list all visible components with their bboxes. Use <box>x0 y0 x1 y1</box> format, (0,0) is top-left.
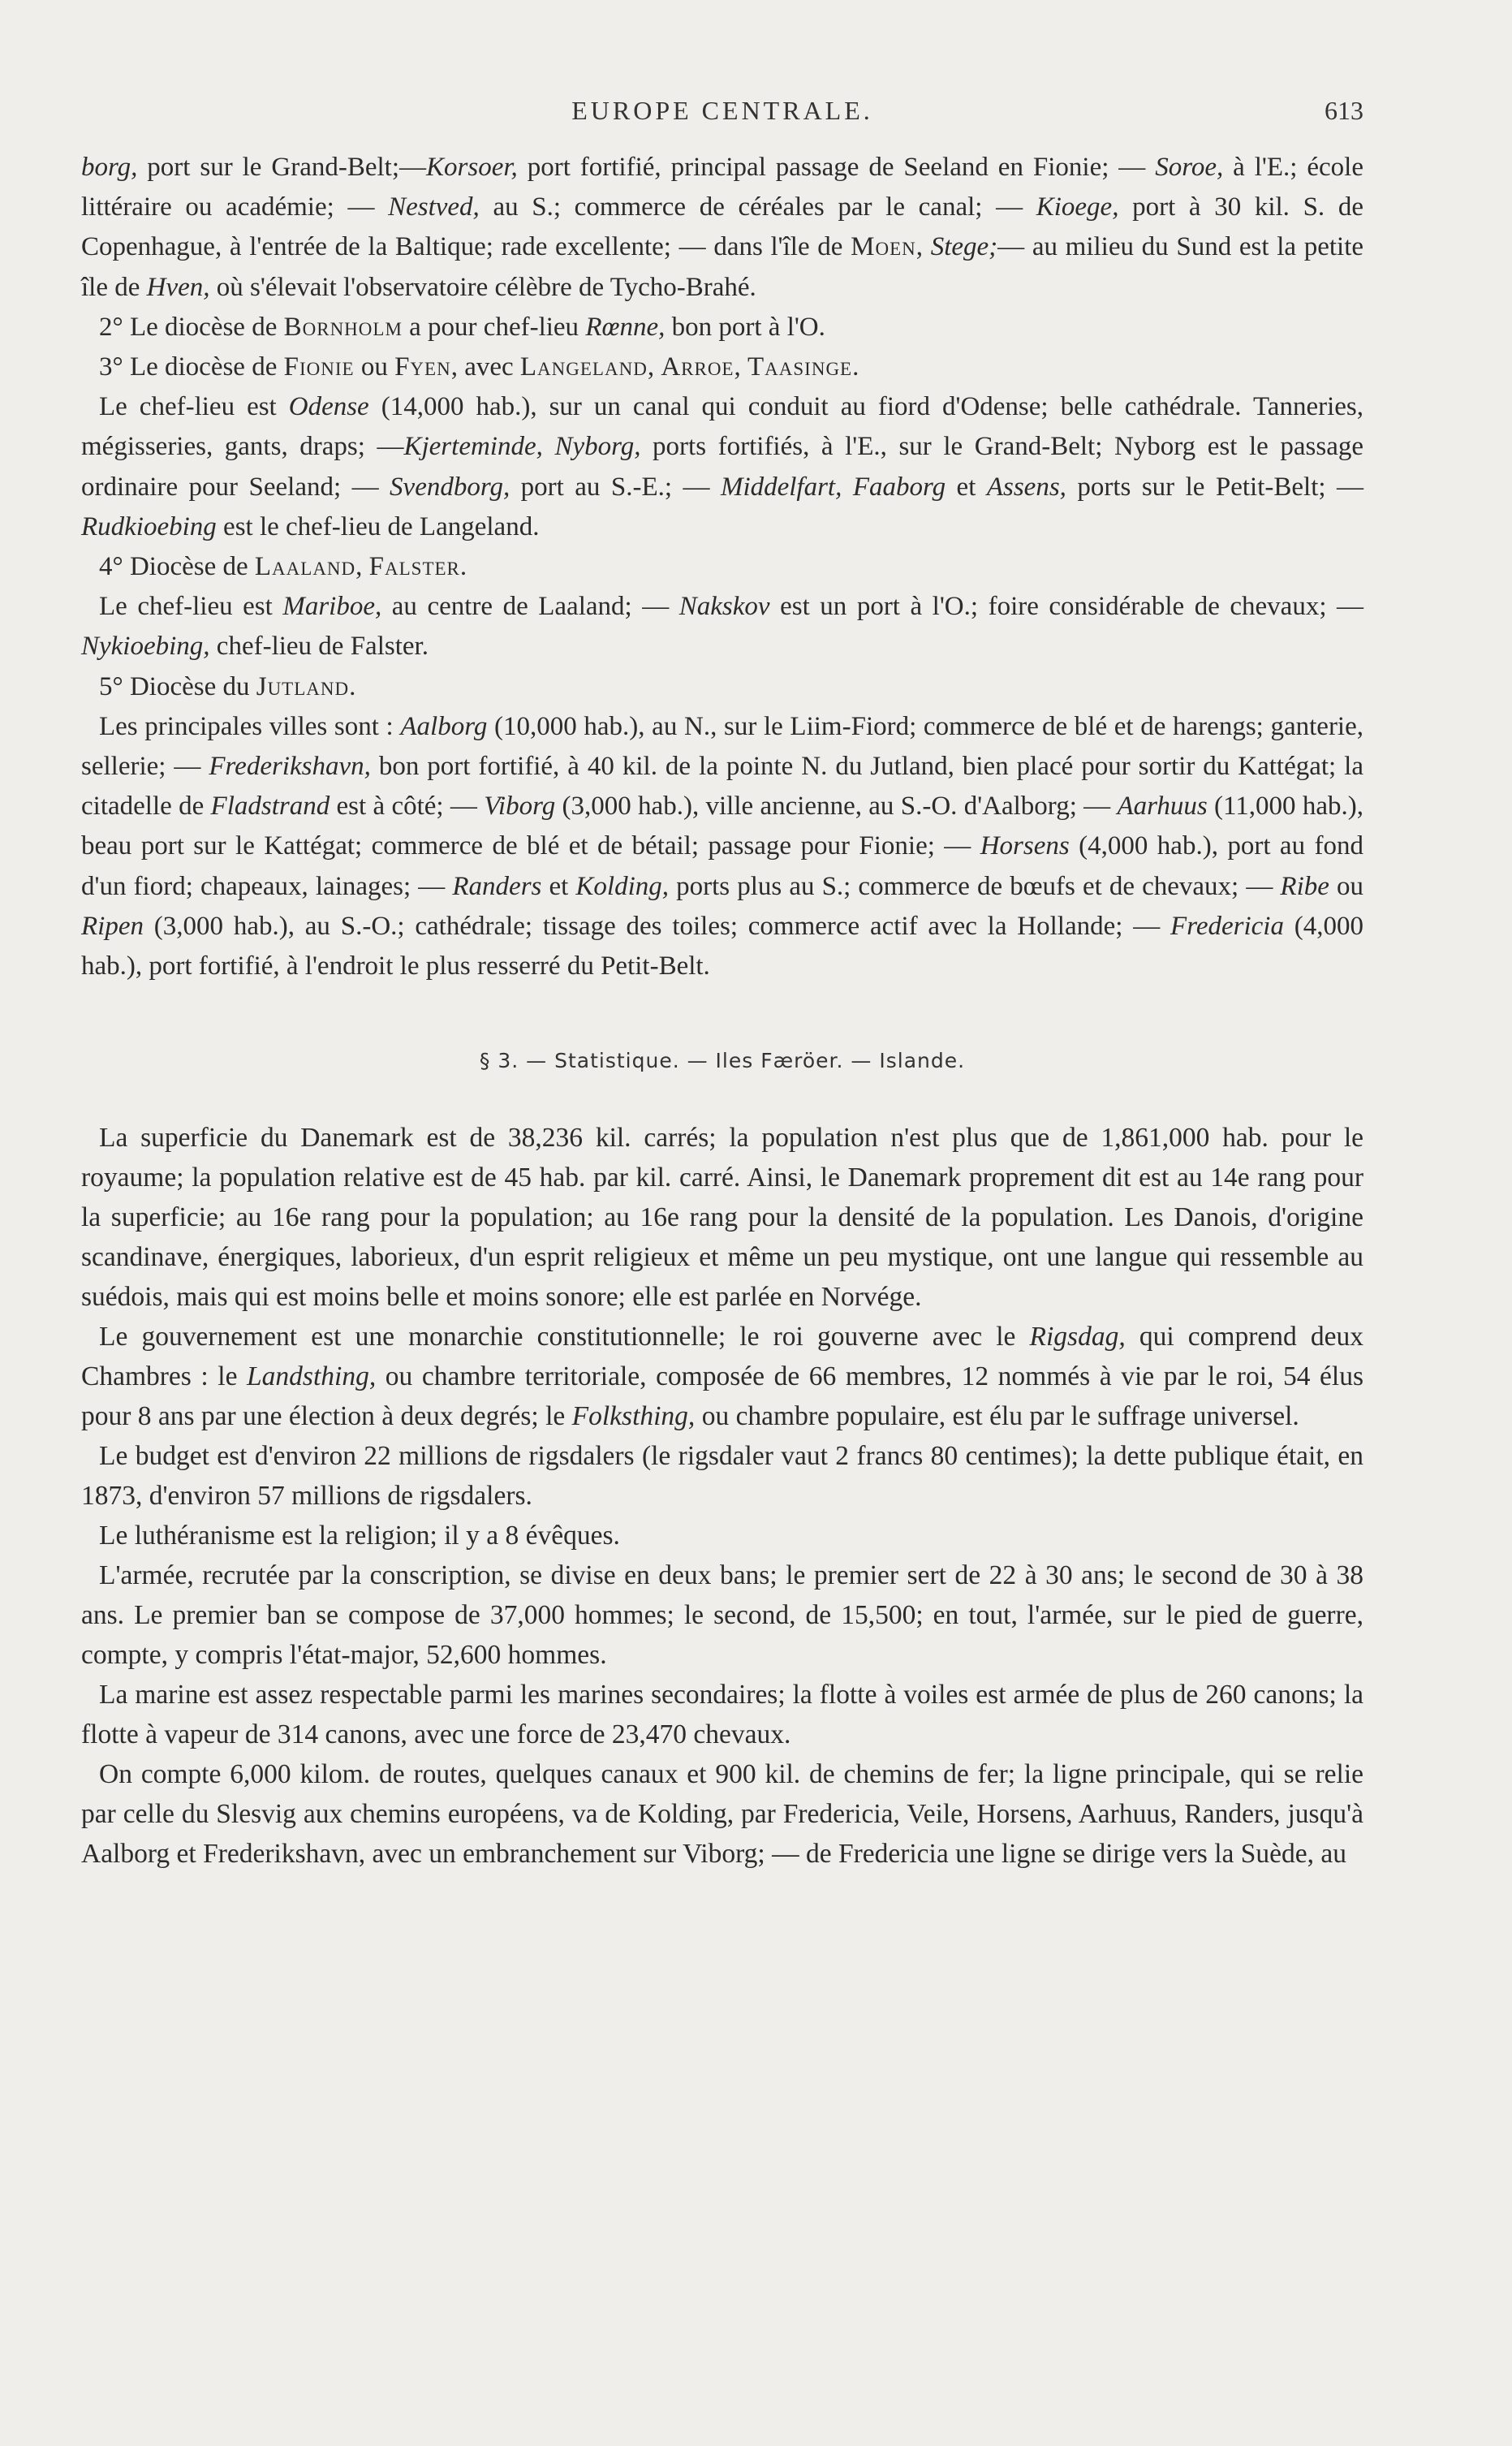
region-name: Langeland <box>519 352 648 382</box>
text-run: qui comprend deux Chambres : le <box>81 1322 1363 1392</box>
text-run: (11,000 hab.), beau port sur le Kattégat; commerce de blé et de bétail; passage pour Fionie; — <box>81 792 1363 861</box>
region-name: Fyen <box>394 352 451 382</box>
place-name: Kioege, <box>1036 192 1119 222</box>
place-name: borg, <box>81 153 138 182</box>
text-run: (4,000 hab.), port fortifié, à l'endroit le plus resserré du Petit-Belt. <box>81 911 1363 981</box>
text-run <box>543 432 555 461</box>
text-run: où s'élevait l'observatoire célèbre de Tycho-Brahé. <box>209 272 756 302</box>
place-name: Kjerteminde, <box>403 432 543 462</box>
text-run: a pour chef-lieu <box>402 312 586 342</box>
text-run: et <box>541 871 576 901</box>
text-run: ports plus au S.; commerce de bœufs et de chevaux; — <box>669 871 1281 901</box>
place-name: Viborg <box>484 792 556 822</box>
paragraph-religion: Le luthéranisme est la religion; il y a 8 évêques. <box>99 1521 620 1551</box>
text-run: (4,000 hab.), port au fond d'un fiord; chapeaux, lainages; — <box>81 831 1363 901</box>
term-name: Landsthing, <box>247 1361 377 1392</box>
paragraph-superficie: La superficie du Danemark est de 38,236 kil. carrés; la population n'est plus que de 1,861,000 hab. pour le royaume; la population relative est de 45 hab. par kil. carré. Ainsi, le Danemark proprement dit est au 14e rang pour la superficie; au 16e rang pour la population; au 16e rang pour la densité de la population. Les Danois, d'origine scandinave, énergiques, laborieux, d'un esprit religieux et même un peu mystique, ont une langue qui ressemble au suédois, mais qui est moins belle et moins sonore; elle est parlée en Norvége. <box>81 1123 1363 1313</box>
region-name: Laaland <box>254 552 356 582</box>
running-title: EUROPE CENTRALE. <box>571 96 873 125</box>
text-run: et <box>946 472 987 502</box>
text-run: bon port fortifié, à 40 kil. de la pointe N. du Jutland, bien placé pour sortir du Kattégat; la citadelle de <box>81 752 1363 822</box>
place-name: Korsoer, <box>426 153 518 182</box>
place-name: Kolding, <box>575 871 670 901</box>
place-name: Middelfart, <box>720 472 842 502</box>
place-name: Faaborg <box>852 472 946 502</box>
place-name: Fladstrand <box>210 792 330 822</box>
place-name: Rœnne, <box>585 312 666 342</box>
paragraph-bornholm <box>81 308 1363 347</box>
region-name: Fionie <box>283 352 355 382</box>
text-run: Le chef-lieu est <box>99 592 283 622</box>
paragraph-fionie-heading <box>81 347 1363 387</box>
region-name: Jutland <box>256 671 350 701</box>
page-number: 613 <box>1325 96 1363 125</box>
text-run: ou chambre territoriale, composée de 66 membres, 12 nommés à vie par le roi, 54 élus pour 8 ans par une élection à deux degrés; le <box>81 1361 1363 1432</box>
page-header <box>81 96 1363 132</box>
paragraph-seeland-towns <box>81 148 1363 308</box>
text-run: , <box>734 352 747 382</box>
text-run: port sur le Grand-Belt;— <box>137 153 426 182</box>
place-name: Stege; <box>930 232 998 262</box>
text-run: . <box>852 352 859 382</box>
text-run: au centre de Laaland; — <box>381 592 679 622</box>
place-name: Soroe, <box>1155 153 1224 182</box>
place-name: Aalborg <box>400 711 488 741</box>
text-run: Les principales villes sont : <box>99 711 401 741</box>
place-name: Mariboe, <box>282 592 382 622</box>
paragraph-gouvernement <box>81 1317 1363 1436</box>
text-run: 2° Le diocèse de <box>99 312 284 342</box>
region-name: Bornholm <box>283 312 403 342</box>
text-run <box>842 472 852 502</box>
text-run: au S.; commerce de céréales par le canal; — <box>479 192 1036 222</box>
text-run: port à 30 kil. S. de Copenhague, à l'entrée de la Baltique; rade excellente; — dans l'île de <box>81 192 1363 262</box>
text-run: (3,000 hab.), ville ancienne, au S.-O. d'Aalborg; — <box>555 792 1118 822</box>
place-name: Nestved, <box>388 192 480 222</box>
text-run: 5° Diocèse du <box>99 671 256 701</box>
paragraph-jutland-heading <box>81 667 1363 707</box>
text-run: ports fortifiés, à l'E., sur le Grand-Belt; Nyborg est le passage ordinaire pour Seeland; — <box>81 432 1363 502</box>
text-run: , <box>647 352 661 382</box>
text-run: ou <box>354 352 395 382</box>
statistics-section <box>81 1118 1363 1874</box>
region-name: Moen <box>851 232 916 262</box>
place-name: Horsens <box>980 831 1070 861</box>
section-title: § 3. — Statistique. — Iles Færöer. — Islande. <box>479 1049 966 1073</box>
text-run: bon port à l'O. <box>665 312 825 342</box>
text-run: Le gouvernement est une monarchie constitutionnelle; le roi gouverne avec le <box>99 1322 1030 1352</box>
place-name: Ribe <box>1280 871 1329 901</box>
text-run: , <box>355 552 369 582</box>
text-run: chef-lieu de Falster. <box>209 632 429 662</box>
text-run: . <box>349 671 356 701</box>
term-name: Folksthing, <box>571 1401 696 1432</box>
text-run: , avec <box>450 352 520 382</box>
page-body <box>81 148 1363 1874</box>
place-name: Frederikshavn, <box>209 752 371 782</box>
text-run: , <box>915 232 931 262</box>
text-run: 3° Le diocèse de <box>99 352 284 382</box>
place-name: Nakskov <box>678 592 770 622</box>
place-name: Assens, <box>986 472 1066 502</box>
text-run: — au milieu du Sund est la petite île de <box>81 232 1364 302</box>
place-name: Aarhuus <box>1117 792 1208 822</box>
text-run: Le chef-lieu est <box>99 392 289 422</box>
paragraph-armee: L'armée, recrutée par la conscription, se divise en deux bans; le premier sert de 22 à 30 ans; le second de 30 à 38 ans. Le premier ban se compose de 37,000 hommes; le second, de 15,500; en tout, l'armée, sur le pied de guerre, compte, y compris l'état-major, 52,600 hommes. <box>81 1560 1363 1671</box>
paragraph-fionie-towns <box>81 387 1363 547</box>
region-name: Taasinge <box>747 352 853 382</box>
region-name: Arroe <box>661 352 734 382</box>
paragraph-routes: On compte 6,000 kilom. de routes, quelques canaux et 900 kil. de chemins de fer; la ligne principale, qui se relie par celle du Slesvig aux chemins européens, va de Kolding, par Fredericia, Veile, Horsens, Aarhuus, Randers, jusqu'à Aalborg et Frederikshavn, avec un embranchement sur Viborg; — de Fredericia une ligne se dirige vers la Suède, au <box>81 1759 1363 1870</box>
place-name: Fredericia <box>1170 911 1284 941</box>
text-run: . <box>459 552 467 582</box>
paragraph-marine: La marine est assez respectable parmi les marines secondaires; la flotte à voiles est armée de plus de 260 canons; la flotte à vapeur de 314 canons, avec une force de 23,470 chevaux. <box>81 1680 1363 1750</box>
place-name: Nykioebing, <box>81 632 210 662</box>
place-name: Svendborg, <box>390 472 510 502</box>
text-run: ports sur le Petit-Belt; — <box>1066 472 1363 502</box>
text-run: est le chef-lieu de Langeland. <box>216 511 540 541</box>
place-name: Ripen <box>81 911 144 941</box>
text-run: (14,000 hab.), sur un canal qui conduit au fiord d'Odense; belle cathédrale. Tanneries, mégisseries, gants, draps; — <box>81 392 1363 462</box>
paragraph-laaland-heading <box>81 547 1363 587</box>
text-run: ou <box>1329 871 1364 901</box>
text-run: (3,000 hab.), au S.-O.; cathédrale; tissage des toiles; commerce actif avec la Hollande; — <box>143 911 1171 941</box>
text-run: est un port à l'O.; foire considérable de chevaux; — <box>769 592 1364 622</box>
text-run: 4° Diocèse de <box>99 552 255 582</box>
text-run: est à côté; — <box>330 792 485 822</box>
place-name: Nyborg, <box>554 432 641 462</box>
place-name: Randers <box>452 871 542 901</box>
term-name: Rigsdag, <box>1029 1322 1126 1352</box>
text-run: port fortifié, principal passage de Seeland en Fionie; — <box>517 153 1156 182</box>
text-run: port au S.-E.; — <box>510 472 721 502</box>
text-run: à l'E.; école littéraire ou académie; — <box>81 153 1363 222</box>
text-run: (10,000 hab.), au N., sur le Liim-Fiord; commerce de blé et de harengs; ganterie, sellerie; — <box>81 711 1364 782</box>
place-name: Rudkioebing <box>81 511 217 541</box>
text-run: ou chambre populaire, est élu par le suffrage universel. <box>695 1401 1299 1432</box>
place-name: Hven, <box>146 272 210 302</box>
paragraph-jutland-towns <box>81 707 1363 986</box>
paragraph-budget: Le budget est d'environ 22 millions de rigsdalers (le rigsdaler vaut 2 francs 80 centimes); la dette publique était, en 1873, d'environ 57 millions de rigsdalers. <box>81 1441 1363 1512</box>
region-name: Falster <box>368 552 460 582</box>
paragraph-laaland-towns <box>81 587 1363 667</box>
place-name: Odense <box>288 392 369 422</box>
